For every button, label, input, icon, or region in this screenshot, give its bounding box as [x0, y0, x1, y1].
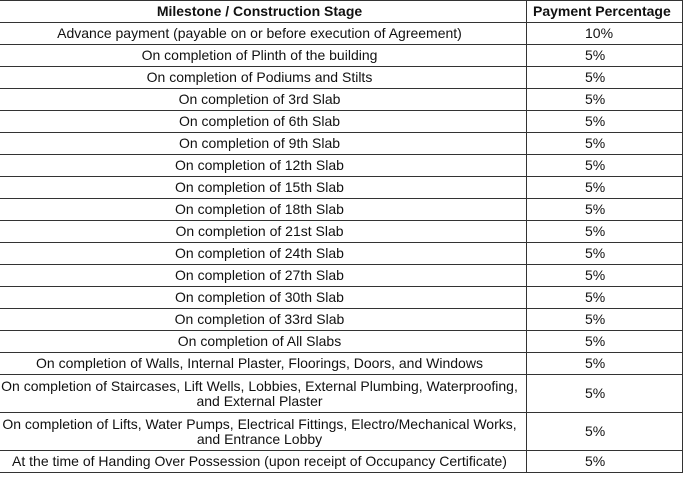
table-row: [0, 353, 683, 375]
header-payment: Payment Percentage: [527, 1, 683, 23]
stage-cell: On completion of 30th Slab: [0, 287, 527, 309]
payment-cell: 5%: [527, 133, 683, 155]
payment-cell: 5%: [527, 89, 683, 111]
table-row: [0, 221, 683, 243]
table-row: [0, 287, 683, 309]
payment-cell: 5%: [527, 221, 683, 243]
stage-cell: On completion of Plinth of the building: [0, 45, 527, 67]
stage-cell: On completion of All Slabs: [0, 331, 527, 353]
table-row: [0, 155, 683, 177]
table-row: [0, 45, 683, 67]
stage-cell: On completion of Walls, Internal Plaster, Floorings, Doors, and Windows: [0, 353, 527, 375]
stage-cell: On completion of 15th Slab: [0, 177, 527, 199]
payment-cell: 5%: [527, 309, 683, 331]
table-row: [0, 451, 683, 473]
stage-cell: On completion of 27th Slab: [0, 265, 527, 287]
stage-cell: On completion of 3rd Slab: [0, 89, 527, 111]
payment-cell: 5%: [527, 111, 683, 133]
table-header-row: [0, 1, 683, 23]
payment-cell: 5%: [527, 155, 683, 177]
payment-cell: 5%: [527, 67, 683, 89]
table-row: [0, 265, 683, 287]
payment-cell: 5%: [527, 331, 683, 353]
payment-cell: 10%: [527, 23, 683, 45]
table-row: [0, 111, 683, 133]
payment-cell: 5%: [527, 413, 683, 451]
stage-cell: On completion of Staircases, Lift Wells, Lobbies, External Plumbing, Waterproofing, and External Plaster: [0, 375, 527, 413]
stage-cell: On completion of Lifts, Water Pumps, Electrical Fittings, Electro/Mechanical Works, and Entrance Lobby: [0, 413, 527, 451]
table-row: [0, 67, 683, 89]
stage-cell: On completion of 18th Slab: [0, 199, 527, 221]
table-row: [0, 309, 683, 331]
table-row: [0, 375, 683, 413]
payment-cell: 5%: [527, 177, 683, 199]
payment-cell: 5%: [527, 265, 683, 287]
stage-cell: Advance payment (payable on or before execution of Agreement): [0, 23, 527, 45]
stage-cell: On completion of 6th Slab: [0, 111, 527, 133]
stage-cell: On completion of Podiums and Stilts: [0, 67, 527, 89]
table-row: [0, 177, 683, 199]
table-row: [0, 243, 683, 265]
payment-cell: 5%: [527, 199, 683, 221]
table-row: [0, 133, 683, 155]
header-stage: Milestone / Construction Stage: [0, 1, 527, 23]
stage-cell: On completion of 12th Slab: [0, 155, 527, 177]
stage-cell: On completion of 21st Slab: [0, 221, 527, 243]
table-row: [0, 199, 683, 221]
table-row: [0, 331, 683, 353]
table-row: [0, 413, 683, 451]
payment-cell: 5%: [527, 45, 683, 67]
payment-cell: 5%: [527, 243, 683, 265]
table-row: [0, 89, 683, 111]
payment-cell: 5%: [527, 287, 683, 309]
payment-cell: 5%: [527, 451, 683, 473]
stage-cell: On completion of 33rd Slab: [0, 309, 527, 331]
stage-cell: On completion of 24th Slab: [0, 243, 527, 265]
stage-cell: On completion of 9th Slab: [0, 133, 527, 155]
payment-cell: 5%: [527, 353, 683, 375]
payment-cell: 5%: [527, 375, 683, 413]
table-row: [0, 23, 683, 45]
stage-cell: At the time of Handing Over Possession (upon receipt of Occupancy Certificate): [0, 451, 527, 473]
